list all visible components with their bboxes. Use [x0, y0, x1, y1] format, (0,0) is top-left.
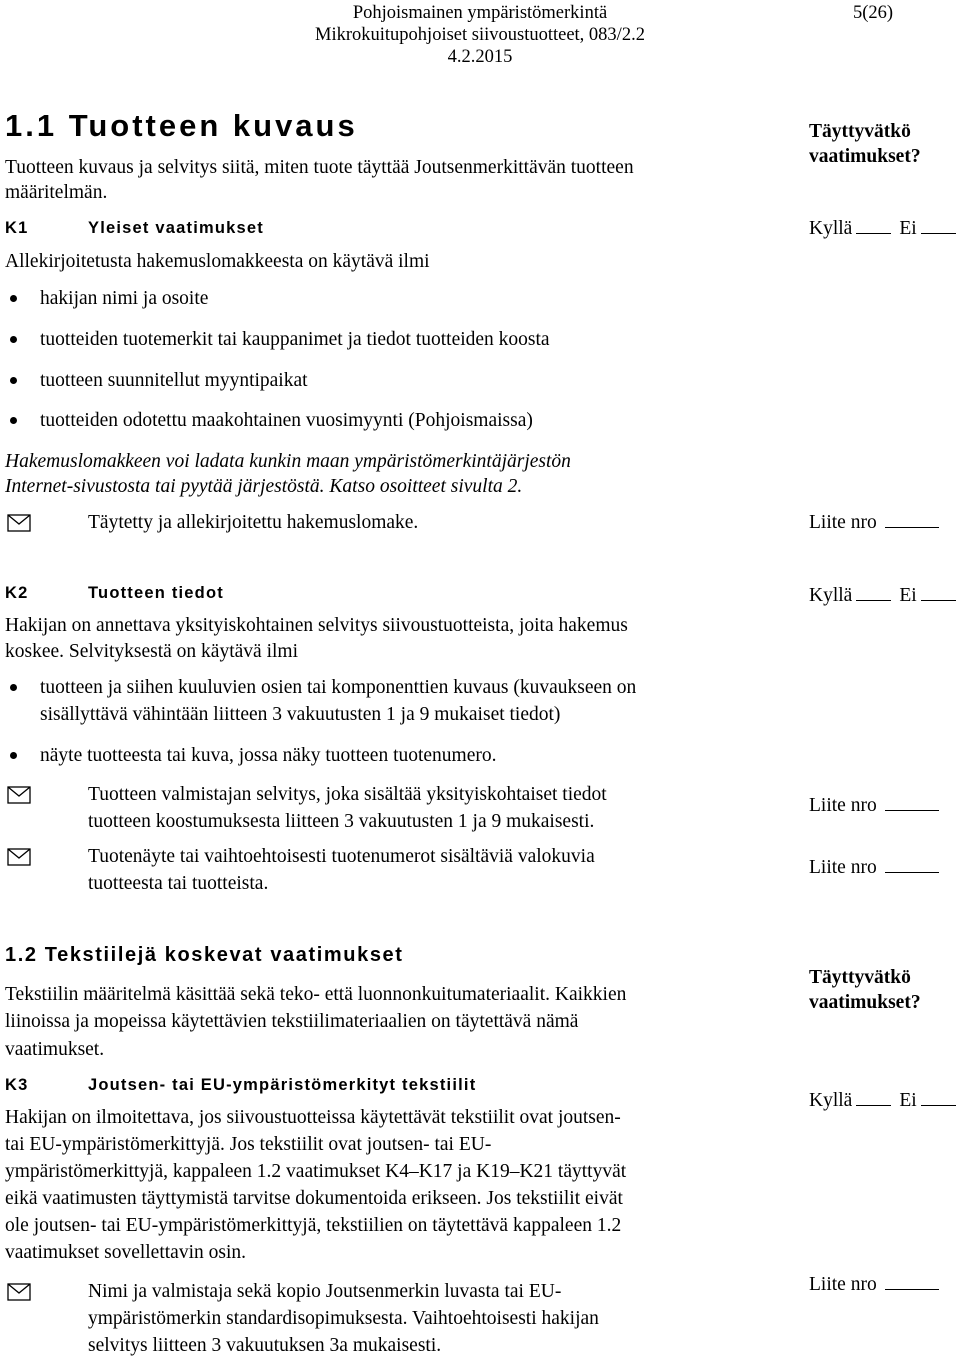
k1-title: Yleiset vaatimukset [88, 219, 264, 237]
intro-line1: Tuotteen kuvaus ja selvitys siitä, miten tuote täyttää Joutsenmerkittävän tuotteen [5, 157, 634, 178]
k2-code: K2 [5, 584, 29, 602]
k3-line4: eikä vaatimusten täyttymistä tarvitse dokumentoida erikseen. Jos tekstiilit eivät [5, 1188, 623, 1209]
side-question-2-line1: Täyttyvätkö [809, 967, 911, 988]
k2-title: Tuotteen tiedot [88, 584, 224, 602]
k3-no-blank[interactable] [921, 1091, 956, 1106]
k1-annex-label: Liite nro [809, 512, 877, 533]
k2-no-label: Ei [899, 585, 917, 606]
header-date: 4.2.2015 [447, 47, 513, 67]
intro-line2: määritelmän. [5, 182, 108, 203]
k3-line6: vaatimukset sovellettavin osin. [5, 1242, 246, 1263]
k2-lead-line1: Hakijan on annettava yksityiskohtainen selvitys siivoustuotteista, joita hakemus [5, 615, 628, 636]
side-question-line1: Täyttyvätkö [809, 121, 911, 142]
k3-title: Joutsen- tai EU-ympäristömerkityt tekstiilit [88, 1076, 477, 1094]
k1-note-line1: Hakemuslomakkeen voi ladata kunkin maan ympäristömerkintäjärjestön [5, 451, 571, 472]
k3-annex-blank[interactable] [885, 1275, 939, 1290]
k1-bullet-4: tuotteiden odotettu maakohtainen vuosimyynti (Pohjoismaissa) [40, 410, 533, 431]
k1-lead: Allekirjoitetusta hakemuslomakkeesta on käytävä ilmi [5, 251, 430, 272]
k2-document-2-line2: tuotteesta tai tuotteista. [88, 873, 269, 894]
k3-yes-blank[interactable] [856, 1091, 891, 1106]
k3-line3: ympäristömerkittyjä, kappaleen 1.2 vaatimukset K4–K17 ja K19–K21 täyttyvät [5, 1161, 627, 1182]
side-question-line2: vaatimukset? [809, 146, 921, 167]
k3-line1: Hakijan on ilmoitettava, jos siivoustuotteissa käytettävät tekstiilit ovat joutsen- [5, 1107, 621, 1128]
k2-document-1-line1: Tuotteen valmistajan selvitys, joka sisältää yksityiskohtaiset tiedot [88, 784, 607, 805]
section-title-2: 1.2 Tekstiilejä koskevat vaatimukset [5, 944, 404, 966]
k2-yes-label: Kyllä [809, 585, 853, 606]
section2-p-line3: vaatimukset. [5, 1039, 105, 1060]
k2-checkbox[interactable] [809, 584, 960, 607]
k1-note-line2: Internet-sivustosta tai pyytää järjestöstä. Katso osoitteet sivulta 2. [5, 476, 523, 497]
k2-annex-1-label: Liite nro [809, 795, 877, 816]
bullet-icon [10, 336, 17, 343]
k1-document: Täytetty ja allekirjoitettu hakemuslomake. [88, 512, 419, 533]
k3-document-line2: ympäristömerkin standardisopimuksesta. Vaihtoehtoisesti hakijan [88, 1308, 599, 1329]
bullet-icon [10, 684, 17, 691]
side-question-2-line2: vaatimukset? [809, 992, 921, 1013]
k3-code: K3 [5, 1076, 29, 1094]
k1-code: K1 [5, 219, 29, 237]
section-title: 1.1 Tuotteen kuvaus [5, 108, 358, 143]
envelope-icon [7, 1283, 31, 1301]
k2-annex-2-label: Liite nro [809, 857, 877, 878]
k1-bullet-3: tuotteen suunnitellut myyntipaikat [40, 370, 308, 391]
k2-bullet-2: näyte tuotteesta tai kuva, jossa näky tuotteen tuotenumero. [40, 745, 497, 766]
k2-document-1-line2: tuotteen koostumuksesta liitteen 3 vakuutusten 1 ja 9 mukaisesti. [88, 811, 595, 832]
k1-no-blank[interactable] [921, 219, 956, 234]
bullet-icon [10, 377, 17, 384]
k3-checkbox[interactable] [809, 1089, 960, 1112]
k2-yes-blank[interactable] [856, 586, 891, 601]
k2-annex-2-blank[interactable] [885, 858, 939, 873]
envelope-icon [7, 786, 31, 804]
k1-bullet-1: hakijan nimi ja osoite [40, 288, 209, 309]
page-number: 5(26) [853, 3, 894, 23]
k2-bullet-1-line1: tuotteen ja siihen kuuluvien osien tai komponenttien kuvaus (kuvaukseen on [40, 677, 637, 698]
bullet-icon [10, 417, 17, 424]
k2-bullet-1-line2: sisällyttävä vähintään liitteen 3 vakuutusten 1 ja 9 mukaiset tiedot) [40, 704, 561, 725]
k2-document-2-line1: Tuotenäyte tai vaihtoehtoisesti tuotenumerot sisältäviä valokuvia [88, 846, 595, 867]
k3-document-line1: Nimi ja valmistaja sekä kopio Joutsenmerkin luvasta tai EU- [88, 1281, 562, 1302]
envelope-icon [7, 514, 31, 532]
section2-p-line2: liinoissa ja mopeissa käytettävien tekstiilimateriaalien on täytettävä nämä [5, 1011, 579, 1032]
k1-no-label: Ei [899, 218, 917, 239]
k1-annex-blank[interactable] [885, 513, 939, 528]
k3-yes-label: Kyllä [809, 1090, 853, 1111]
k2-lead-line2: koskee. Selvityksestä on käytävä ilmi [5, 641, 298, 662]
k3-no-label: Ei [899, 1090, 917, 1111]
bullet-icon [10, 295, 17, 302]
k1-yes-label: Kyllä [809, 218, 853, 239]
k1-annex[interactable] [809, 511, 939, 534]
k2-no-blank[interactable] [921, 586, 956, 601]
section2-p-line1: Tekstiilin määritelmä käsittää sekä teko- että luonnonkuitumateriaalit. Kaikkien [5, 984, 627, 1005]
k3-annex-label: Liite nro [809, 1274, 877, 1295]
k2-annex-1[interactable] [809, 794, 939, 817]
k1-yes-blank[interactable] [856, 219, 891, 234]
header-title: Pohjoismainen ympäristömerkintä [352, 3, 608, 23]
header-subtitle: Mikrokuitupohjoiset siivoustuotteet, 083/2.2 [315, 25, 645, 45]
bullet-icon [10, 752, 17, 759]
k3-annex[interactable] [809, 1273, 939, 1296]
k2-annex-2[interactable] [809, 856, 939, 879]
k3-line2: tai EU-ympäristömerkittyjä. Jos tekstiilit ovat joutsen- tai EU- [5, 1134, 492, 1155]
k2-annex-1-blank[interactable] [885, 796, 939, 811]
k3-line5: ole joutsen- tai EU-ympäristömerkittyjä, tekstiilien on täytettävä kappaleen 1.2 [5, 1215, 622, 1236]
k1-bullet-2: tuotteiden tuotemerkit tai kauppanimet ja tiedot tuotteiden koosta [40, 329, 550, 350]
envelope-icon [7, 848, 31, 866]
k1-checkbox[interactable] [809, 217, 960, 240]
k3-document-line3: selvitys liitteen 3 vakuutuksen 3a mukaisesti. [88, 1335, 442, 1356]
